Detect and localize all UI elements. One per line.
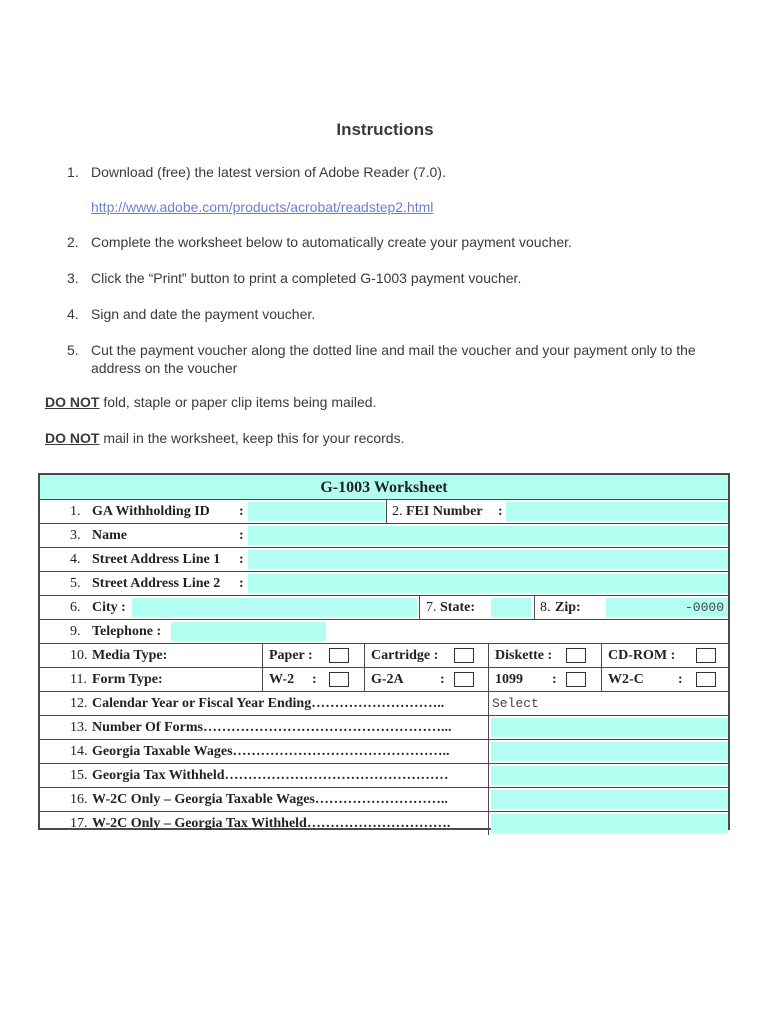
tax-withheld-input[interactable] — [491, 766, 728, 785]
w2c-taxable-wages-input[interactable] — [491, 790, 728, 809]
row-number: 9. — [70, 624, 81, 639]
diskette-label: Diskette : — [495, 648, 553, 663]
divider — [386, 500, 387, 523]
row-street-2 — [40, 572, 728, 596]
w2c-tax-withheld-input[interactable] — [491, 814, 728, 833]
step-text: Click the “Print” button to print a completed G-1003 payment voucher. — [91, 270, 522, 286]
colon: : — [552, 672, 557, 687]
telephone-input[interactable] — [171, 622, 326, 641]
divider — [488, 740, 489, 763]
row-number: 1. — [70, 504, 81, 519]
row-form-type — [40, 668, 728, 692]
row-withholding-id — [40, 500, 728, 524]
fei-number-input[interactable] — [506, 502, 728, 521]
divider — [488, 668, 489, 691]
w2-label: W-2 — [269, 672, 295, 687]
step-text: Cut the payment voucher along the dotted line and mail the voucher and your payment only to the address on the voucher — [91, 342, 696, 376]
divider — [601, 644, 602, 667]
city-label: City : — [92, 600, 126, 615]
note-do-not-fold — [45, 394, 377, 410]
divider — [419, 596, 420, 619]
form-1099-checkbox[interactable] — [566, 672, 586, 687]
divider — [488, 716, 489, 739]
w2c-taxable-wages-label: W-2C Only – Georgia Taxable Wages……………………….. — [92, 792, 448, 807]
state-label: State: — [440, 600, 475, 615]
step-text: Download (free) the latest version of Adobe Reader (7.0). — [91, 164, 446, 180]
diskette-checkbox[interactable] — [566, 648, 586, 663]
city-input[interactable] — [132, 598, 417, 617]
divider — [601, 668, 602, 691]
street-address-1-input[interactable] — [248, 550, 728, 569]
g2a-label: G-2A — [371, 672, 404, 687]
divider — [364, 668, 365, 691]
form-1099-label: 1099 — [495, 672, 523, 687]
row-media-type — [40, 644, 728, 668]
instructions-title: Instructions — [336, 120, 434, 139]
taxable-wages-input[interactable] — [491, 742, 728, 761]
step-text: Sign and date the payment voucher. — [91, 306, 316, 322]
row-taxable-wages — [40, 740, 728, 764]
row-year-ending — [40, 692, 728, 716]
note-emphasis: DO NOT — [45, 430, 100, 446]
divider — [488, 764, 489, 787]
colon: : — [440, 672, 445, 687]
name-label: Name — [92, 528, 127, 543]
colon: : — [312, 672, 317, 687]
row-number: 10. — [70, 648, 88, 663]
note-do-not-mail — [45, 430, 404, 446]
telephone-label: Telephone : — [92, 624, 162, 639]
row-number: 7. — [426, 600, 437, 615]
step-number: 5. — [67, 342, 79, 358]
w2c-tax-withheld-label: W-2C Only – Georgia Tax Withheld…………………………. — [92, 816, 451, 831]
step-number: 4. — [67, 306, 79, 322]
divider — [488, 812, 489, 835]
divider — [488, 644, 489, 667]
row-name — [40, 524, 728, 548]
fei-number-label: FEI Number — [406, 504, 483, 519]
name-input[interactable] — [248, 526, 728, 545]
divider — [488, 788, 489, 811]
note-emphasis: DO NOT — [45, 394, 100, 410]
number-of-forms-label: Number Of Forms……………………………………………... — [92, 720, 452, 735]
step-text: Complete the worksheet below to automatically create your payment voucher. — [91, 234, 572, 250]
row-street-1 — [40, 548, 728, 572]
worksheet-title: G-1003 Worksheet — [40, 475, 728, 500]
media-type-label: Media Type: — [92, 648, 168, 663]
tax-withheld-label: Georgia Tax Withheld………………………………………… — [92, 768, 449, 783]
divider — [262, 644, 263, 667]
row-number: 2. — [392, 504, 403, 519]
note-text: mail in the worksheet, keep this for your records. — [99, 430, 405, 446]
divider — [534, 596, 535, 619]
divider — [364, 644, 365, 667]
colon: : — [239, 576, 244, 591]
number-of-forms-input[interactable] — [491, 718, 728, 737]
divider — [262, 668, 263, 691]
adobe-reader-link[interactable]: http://www.adobe.com/products/acrobat/readstep2.html — [91, 199, 434, 215]
step-number: 3. — [67, 270, 79, 286]
row-city-state-zip — [40, 596, 728, 620]
row-w2c-taxable-wages — [40, 788, 728, 812]
row-tax-withheld — [40, 764, 728, 788]
row-number: 14. — [70, 744, 88, 759]
form-type-label: Form Type: — [92, 672, 163, 687]
row-number: 12. — [70, 696, 88, 711]
street-address-1-label: Street Address Line 1 — [92, 552, 221, 567]
colon: : — [239, 552, 244, 567]
row-number: 11. — [70, 672, 87, 687]
year-ending-select[interactable]: Select — [492, 696, 539, 711]
row-number: 4. — [70, 552, 81, 567]
g1003-worksheet — [38, 473, 730, 830]
state-input[interactable] — [491, 598, 531, 617]
note-text: fold, staple or paper clip items being mailed. — [99, 394, 377, 410]
colon: : — [239, 528, 244, 543]
paper-checkbox[interactable] — [329, 648, 349, 663]
row-number-of-forms — [40, 716, 728, 740]
colon: : — [678, 672, 683, 687]
taxable-wages-label: Georgia Taxable Wages……………………………………….. — [92, 744, 450, 759]
paper-label: Paper : — [269, 648, 313, 663]
street-address-2-label: Street Address Line 2 — [92, 576, 221, 591]
colon: : — [239, 504, 244, 519]
row-number: 5. — [70, 576, 81, 591]
row-number: 8. — [540, 600, 551, 615]
zip-label: Zip: — [555, 600, 581, 615]
row-number: 3. — [70, 528, 81, 543]
colon: : — [498, 504, 503, 519]
g2a-checkbox[interactable] — [454, 672, 474, 687]
row-telephone — [40, 620, 728, 644]
cd-rom-checkbox[interactable] — [696, 648, 716, 663]
row-number: 15. — [70, 768, 88, 783]
withholding-id-label: GA Withholding ID — [92, 504, 210, 519]
year-ending-label: Calendar Year or Fiscal Year Ending……………………….. — [92, 696, 445, 711]
row-number: 17. — [70, 816, 88, 831]
zip-value: -0000 — [684, 600, 724, 615]
cd-rom-label: CD-ROM : — [608, 648, 676, 663]
cartridge-label: Cartridge : — [371, 648, 439, 663]
w2-checkbox[interactable] — [329, 672, 349, 687]
w2c-label: W2-C — [608, 672, 644, 687]
step-number: 1. — [67, 164, 79, 180]
withholding-id-input[interactable] — [248, 502, 385, 521]
cartridge-checkbox[interactable] — [454, 648, 474, 663]
row-number: 13. — [70, 720, 88, 735]
street-address-2-input[interactable] — [248, 574, 728, 593]
row-w2c-tax-withheld — [40, 812, 728, 835]
row-number: 16. — [70, 792, 88, 807]
step-number: 2. — [67, 234, 79, 250]
w2c-checkbox[interactable] — [696, 672, 716, 687]
row-number: 6. — [70, 600, 81, 615]
